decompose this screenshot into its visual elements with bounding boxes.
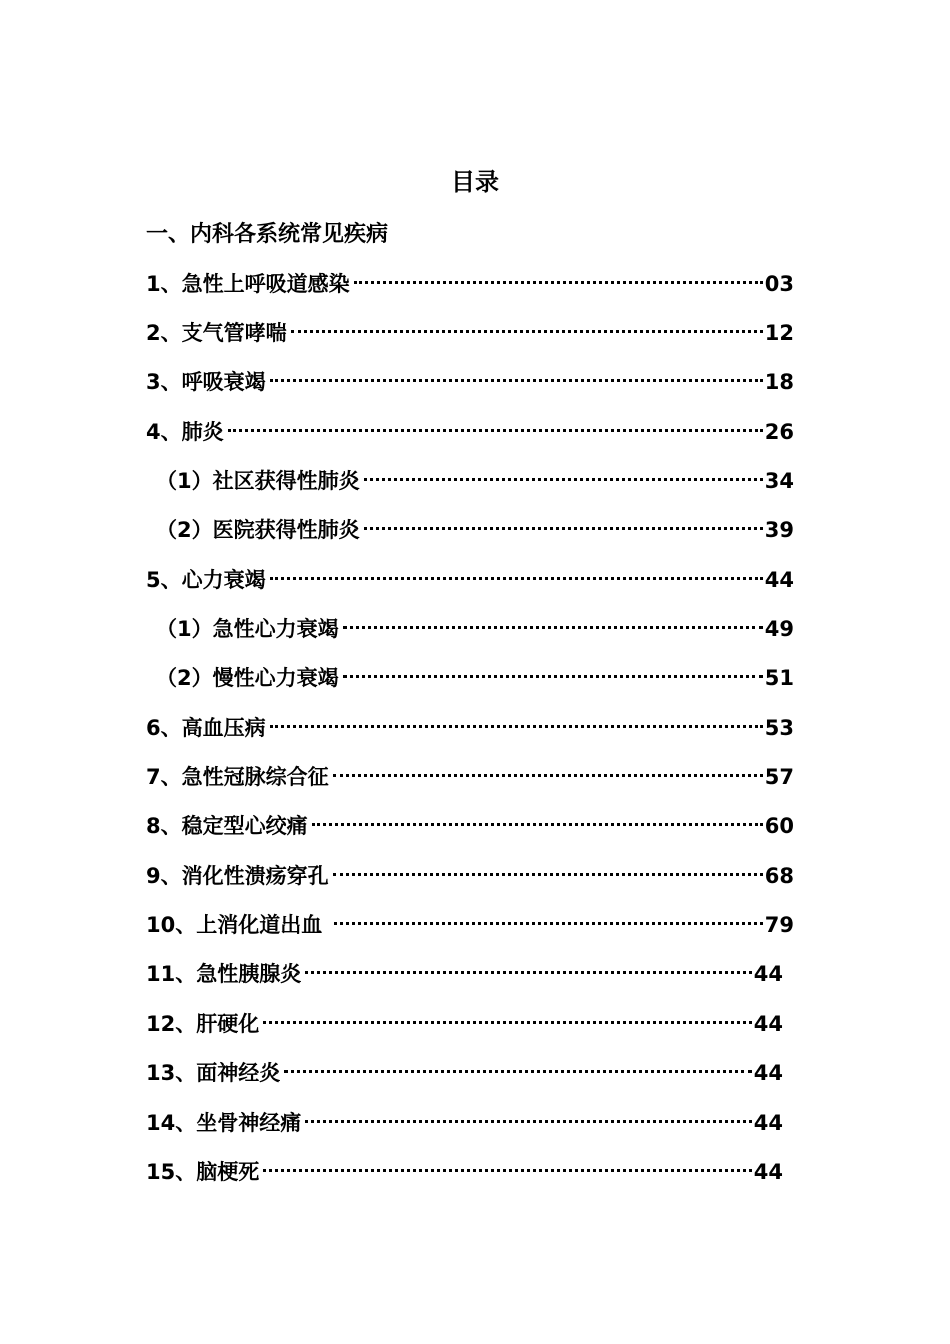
toc-entry-label: 10、上消化道出血 bbox=[146, 913, 330, 937]
toc-entry-label: 4、肺炎 bbox=[146, 420, 224, 444]
toc-entry[interactable] bbox=[146, 1057, 783, 1089]
toc-entry-label: （1）急性心力衰竭 bbox=[156, 617, 339, 641]
toc-entry[interactable] bbox=[146, 1008, 783, 1040]
toc-entry-page: 26 bbox=[764, 420, 794, 444]
toc-entry-page: 44 bbox=[753, 1012, 783, 1036]
dot-leader bbox=[270, 725, 763, 728]
toc-entry[interactable] bbox=[146, 909, 794, 941]
dot-leader bbox=[270, 577, 763, 580]
dot-leader bbox=[270, 379, 763, 382]
section-heading: 一、内科各系统常见疾病 bbox=[146, 222, 389, 247]
toc-entry[interactable] bbox=[146, 712, 794, 744]
toc-subentry[interactable] bbox=[156, 514, 794, 546]
toc-entry-label: 9、消化性溃疡穿孔 bbox=[146, 864, 329, 888]
dot-leader bbox=[343, 626, 763, 629]
toc-entry-page: 12 bbox=[764, 321, 794, 345]
toc-entry-page: 60 bbox=[764, 814, 794, 838]
toc-entry[interactable] bbox=[146, 366, 794, 398]
toc-entry-page: 49 bbox=[764, 617, 794, 641]
toc-entry[interactable] bbox=[146, 1156, 783, 1188]
dot-leader bbox=[343, 675, 763, 678]
toc-entry[interactable] bbox=[146, 810, 794, 842]
toc-subentry[interactable] bbox=[156, 465, 794, 497]
toc-entry[interactable] bbox=[146, 958, 783, 990]
toc-entry-label: 13、面神经炎 bbox=[146, 1061, 281, 1085]
toc-entry-page: 18 bbox=[764, 370, 794, 394]
toc-entry[interactable] bbox=[146, 761, 794, 793]
dot-leader bbox=[263, 1169, 752, 1172]
toc-entry-page: 03 bbox=[764, 272, 794, 296]
toc-entry-label: 5、心力衰竭 bbox=[146, 568, 266, 592]
toc-entry[interactable] bbox=[146, 416, 794, 448]
toc-entry-label: 11、急性胰腺炎 bbox=[146, 962, 302, 986]
dot-leader bbox=[228, 429, 763, 432]
toc-entry[interactable] bbox=[146, 860, 794, 892]
toc-entry-page: 57 bbox=[764, 765, 794, 789]
toc-entry-page: 51 bbox=[764, 666, 794, 690]
toc-entry-page: 44 bbox=[753, 1111, 783, 1135]
toc-subentry[interactable] bbox=[156, 662, 794, 694]
toc-entry-page: 34 bbox=[764, 469, 794, 493]
dot-leader bbox=[333, 774, 763, 777]
toc-entry-label: 15、脑梗死 bbox=[146, 1160, 260, 1184]
dot-leader bbox=[364, 527, 763, 530]
dot-leader bbox=[312, 823, 763, 826]
toc-entry-label: 7、急性冠脉综合征 bbox=[146, 765, 329, 789]
dot-leader bbox=[334, 922, 763, 925]
dot-leader bbox=[263, 1021, 752, 1024]
toc-entry-label: （2）医院获得性肺炎 bbox=[156, 518, 360, 542]
toc-entry-page: 68 bbox=[764, 864, 794, 888]
toc-entry-label: 12、肝硬化 bbox=[146, 1012, 260, 1036]
toc-entry-label: 1、急性上呼吸道感染 bbox=[146, 272, 350, 296]
toc-subentry[interactable] bbox=[156, 613, 794, 645]
toc-entry-label: （2）慢性心力衰竭 bbox=[156, 666, 339, 690]
toc-entry-label: 2、支气管哮喘 bbox=[146, 321, 287, 345]
toc-title: 目录 bbox=[451, 168, 499, 196]
dot-leader bbox=[305, 1120, 752, 1123]
toc-entry-page: 79 bbox=[764, 913, 794, 937]
toc-entry-page: 44 bbox=[753, 1061, 783, 1085]
toc-entry-label: （1）社区获得性肺炎 bbox=[156, 469, 360, 493]
dot-leader bbox=[291, 330, 763, 333]
dot-leader bbox=[354, 281, 763, 284]
toc-entry-page: 39 bbox=[764, 518, 794, 542]
toc-entry-page: 44 bbox=[764, 568, 794, 592]
toc-entry-label: 8、稳定型心绞痛 bbox=[146, 814, 308, 838]
toc-entry[interactable] bbox=[146, 1107, 783, 1139]
toc-entry-label: 6、高血压病 bbox=[146, 716, 266, 740]
dot-leader bbox=[333, 873, 763, 876]
toc-entry[interactable] bbox=[146, 317, 794, 349]
toc-entry[interactable] bbox=[146, 268, 794, 300]
dot-leader bbox=[284, 1070, 752, 1073]
toc-entry-label: 3、呼吸衰竭 bbox=[146, 370, 266, 394]
toc-entry-page: 53 bbox=[764, 716, 794, 740]
toc-entry-page: 44 bbox=[753, 962, 783, 986]
toc-entry-label: 14、坐骨神经痛 bbox=[146, 1111, 302, 1135]
toc-entry-page: 44 bbox=[753, 1160, 783, 1184]
dot-leader bbox=[364, 478, 763, 481]
toc-entry[interactable] bbox=[146, 564, 794, 596]
dot-leader bbox=[305, 971, 752, 974]
